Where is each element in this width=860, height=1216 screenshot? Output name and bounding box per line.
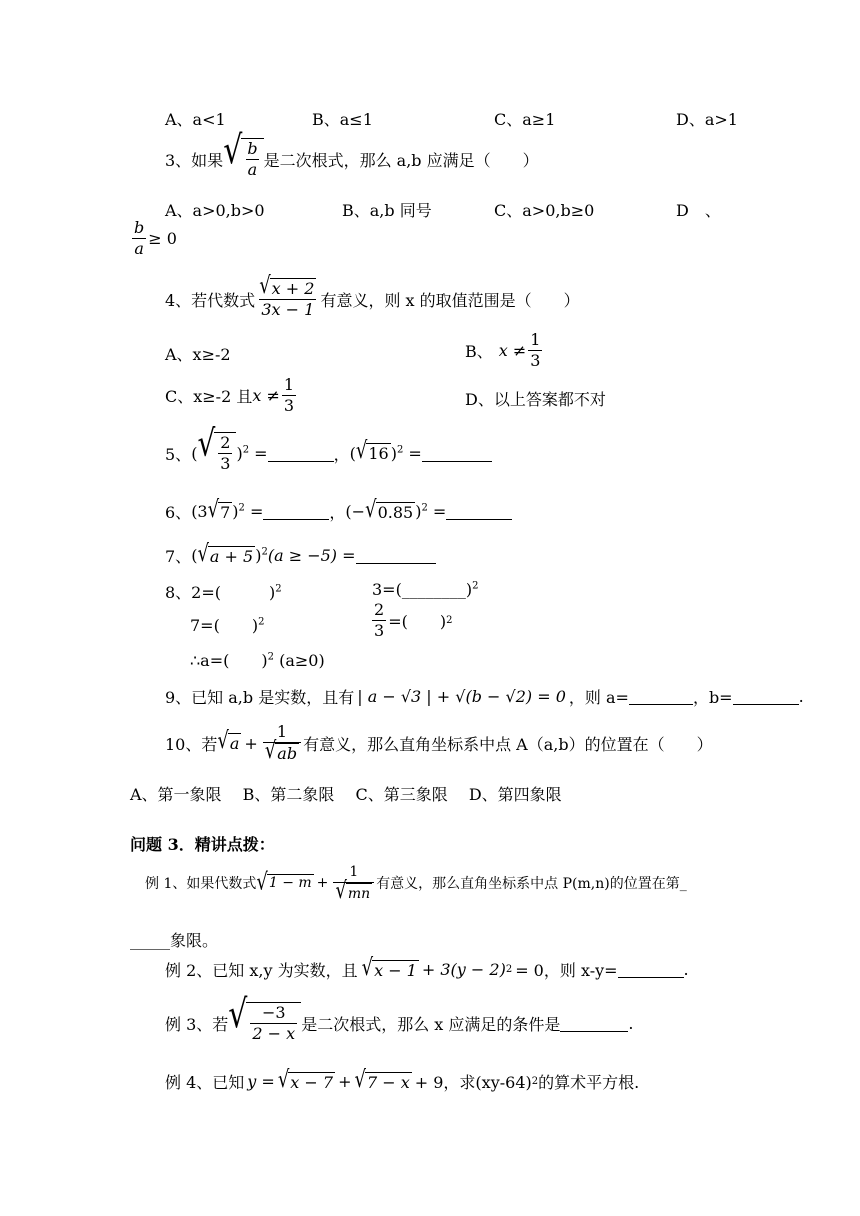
q6-label: 6、 [165,503,192,522]
example-4: 例 4、已知 y = √ x − 7 + √ 7 − x + 9，求(xy-64) 2 的算术平方根. [165,1065,640,1094]
q6-arg1: 7 [220,502,231,522]
q3-d-num: b [134,218,145,237]
ex4-s1: x − 7 [290,1072,334,1092]
ex2-end: . [683,960,689,979]
q8-row2-left-text: 7=( ) [190,616,259,635]
q3-option-a: A、a>0,b>0 [165,201,265,220]
q8-row1-right: 3=(________)$^2$ [372,580,479,599]
q8-row2-left: 7=( )$^2$ [190,616,265,635]
ex1-num: 1 [349,864,359,880]
q6-sep: ， [329,503,346,522]
q8-row3: ∴a=( )$^2$ (a≥0) [190,651,325,670]
ex2-eq: = 0，则 x-y= [515,961,618,980]
q5-sep: ， [333,444,350,464]
q4-num: x + 2 [271,279,315,298]
ex2-sqrt: x − 1 [374,960,417,980]
q5-label: 5、 [165,444,192,464]
ex2-mid: + 3(y − 2) [421,960,506,979]
q2-option-a: A、a<1 [165,110,226,129]
ex4-prefix: 例 4、已知 [165,1073,245,1092]
q2-option-b: B、a≤1 [312,110,373,129]
q8-row3-tail: (a≥0) [279,651,325,670]
ex1-suffix: 有意义，那么直角坐标系中点 P(m,n)的位置在第_ [376,876,687,892]
q5-sqrt-16: 16 [368,444,389,463]
q3-radical: √ $\frac{b}{a}$ [223,138,263,180]
q6-left: (3 [191,502,208,521]
ex4-y: y = [247,1072,275,1091]
q10-num: 1 [276,722,288,741]
q4-c-expr: x ≠ [252,386,280,405]
q4-option-b [465,330,544,371]
question-4: 4、若代数式 √ x + 2 3x − 1 有意义，则 x 的取值范围是（ ） [165,272,580,319]
q10-den: ab [277,744,298,763]
q4-option-d: D、以上答案都不对 [465,390,606,409]
q9-expr: | a − √3 | + √(b − √2) = 0 [357,687,566,706]
q10-options: A、第一象限 B、第二象限 C、第三象限 D、第四象限 [130,785,562,804]
q9-tail-a: ，则 a= [568,688,629,707]
section-heading: 问题 3．精讲点拨： [130,835,275,854]
q5-den: 3 [220,454,231,473]
q7-arg: a + 5 [209,546,254,566]
ex1-sqrt: 1 − m [268,875,312,891]
ex4-tail: + 9，求(xy-64) [414,1073,532,1092]
ex3-num: −3 [262,1003,286,1022]
ex3-end: . [628,1013,634,1033]
q3-suffix: 是二次根式，那么 a,b 应满足（ ） [263,150,539,170]
q9-prefix: 9、已知 a,b 是实数，且有 [165,688,355,707]
ex1-prefix: 例 1、如果代数式 [145,876,257,892]
q8-row1-left-text: 8、2=( ) [165,583,276,602]
q6-blank-2[interactable] [446,503,512,520]
ex3-blank[interactable] [560,1015,628,1032]
ex4-end: 的算术平方根. [538,1073,640,1092]
question-5: 5、 ( √ $\frac{2}{3}$ )$^2$ = ， ( √ 16 )$^2$ = [165,432,492,474]
q8-row1-right-text: 3=(________) [372,580,473,599]
question-9 [165,685,804,708]
q4-c-num: 1 [283,375,295,394]
q4-prefix: 4、若代数式 [165,290,256,310]
q9-blank-b[interactable] [733,688,799,705]
q5-blank-1[interactable] [268,445,334,462]
q5-blank-2[interactable] [422,445,492,462]
question-3 [165,127,539,180]
question-10: 10、若 √ a + 1 √ ab 有意义，那么直角坐标系中点 A（a,b）的位置在（ ） [165,722,713,765]
q2-option-c: C、a≥1 [494,110,556,129]
example-3: 例 3、若 √ $\frac{-3}{2 - x}$ 是二次根式，那么 x 应满足的条件是 . [165,991,634,1043]
q10-sqrt-a: a [229,734,240,753]
q6-arg2: 0.85 [377,502,414,522]
q3-option-b: B、a,b 同号 [342,201,432,220]
q8-num: 2 [374,600,385,619]
q6-neg: (− [345,502,366,521]
q5-num: 2 [220,433,231,452]
q4-b-expr: x ≠ [498,341,527,360]
example-1: 例 1、如果代数式 √ 1 − m + 1 √ mn 有意义，那么直角坐标系中点 P(m,n)的位置在第_ [145,864,687,905]
ex1-den: mn [346,883,372,904]
q9-tail-b: ，b= [692,688,733,707]
q7-label: 7、 [165,547,192,566]
q6-blank-1[interactable] [263,503,329,520]
q3-d-tail: ≥ 0 [148,229,177,248]
q8-row2-right-tail: =( ) [388,612,447,631]
question-7: 7、 ( √ a + 5 )$^2$ (a ≥ −5) = [165,544,436,567]
q4-option-a: A、x≥-2 [165,345,231,364]
q3-d-den: a [134,239,144,258]
ex4-s2: 7 − x [366,1072,410,1092]
ex2-blank[interactable] [618,961,684,978]
q7-cond: (a ≥ −5) = [267,546,356,565]
q8-den: 3 [374,621,385,640]
q4-c-text: C、x≥-2 且 [165,387,253,406]
q4-b-prefix: B、 [465,342,493,361]
q3-num: b [247,139,258,158]
q8-row3-text: ∴a=( ) [190,651,268,670]
q3-prefix: 3、如果 [165,150,224,170]
ex3-den: 2 − x [252,1024,296,1043]
ex1-line2: _____象限。 [130,931,219,950]
q7-blank[interactable] [356,547,436,564]
q3-den: a [247,160,258,179]
q8-row1-left: 8、2=( )$^2$ [165,583,282,602]
example-2: 例 2、已知 x,y 为实数，且 √ x − 1 + 3(y − 2) 2 = 0，则 x-y= . [165,953,689,982]
q3-option-d-expr [130,218,177,259]
q3-option-c: C、a>0,b≥0 [494,201,595,220]
q8-row2-right: $\frac{2}{3}$ =( ) 2 [374,600,453,640]
ex2-prefix: 例 2、已知 x,y 为实数，且 [165,961,358,980]
q9-end: . [798,687,804,706]
q2-option-d: D、a>1 [676,110,738,129]
ex3-prefix: 例 3、若 [165,1014,229,1034]
q9-blank-a[interactable] [629,688,693,705]
q10-prefix: 10、若 [165,734,218,754]
q4-den: 3x − 1 [261,300,315,319]
q4-b-num: 1 [530,330,541,349]
q4-c-den: 3 [283,396,295,415]
q10-suffix: 有意义，那么直角坐标系中点 A（a,b）的位置在（ ） [303,734,713,754]
q4-b-den: 3 [530,351,541,370]
q3-option-d: D 、 [676,201,721,220]
question-6: 6、 (3 √ 7 )$^2$ = ， (− √ 0.85 )$^2$ = [165,500,512,523]
q4-option-c [165,375,298,416]
ex3-suffix: 是二次根式，那么 x 应满足的条件是 [301,1014,561,1034]
q4-suffix: 有意义，则 x 的取值范围是（ ） [320,290,580,310]
